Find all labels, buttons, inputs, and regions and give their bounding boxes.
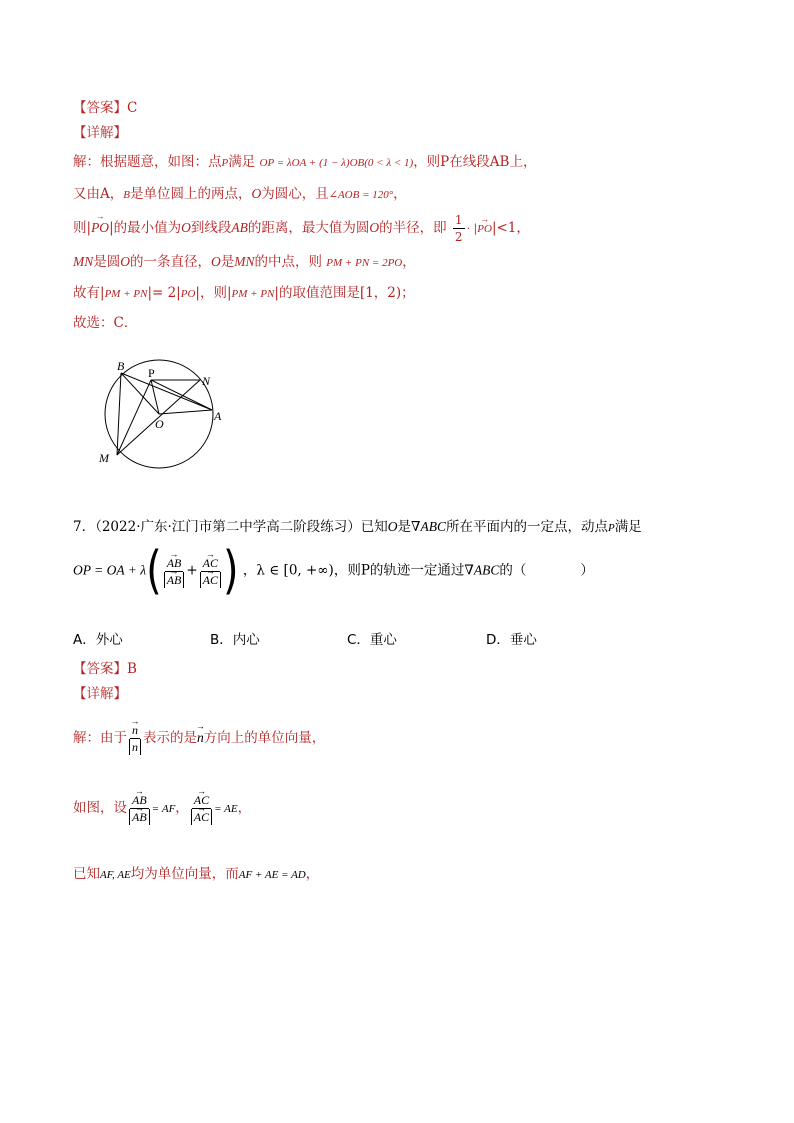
segment-mn xyxy=(117,380,200,455)
segment-bo xyxy=(121,373,159,414)
solution7-line-3: 已知AF, AE均为单位向量，而AF + AE = AD， xyxy=(73,866,320,882)
formula-pm-pn: PM + PN = 2PO xyxy=(326,257,403,269)
label-o: O xyxy=(155,417,164,431)
solution7-line-2: 如图，设 → AB → AB = AF， → AC → AC = AE， xyxy=(73,792,251,825)
label-a: A xyxy=(214,409,222,423)
answer-line-6 xyxy=(73,96,137,116)
question-7-stem: 7．（2022·广东·江门市第二中学高二阶段练习）已知O是∇ABC所在平面内的一定点，动点P满足 xyxy=(73,519,642,535)
solution-line-3: 则|→ PO|的最小值为O到线段AB的距离，最大值为圆O的半径，即 $\frac{1}{2}$ · |→ PO|<1， xyxy=(73,212,530,245)
question-7-formula: OP = OA + λ( → AB → AB + → AC → AC ) ，λ ∈ [0, +∞)，则P的轨迹一定通过∇ABC的（ ） xyxy=(73,548,594,594)
answer-line-7: 【答案】B xyxy=(73,661,137,677)
option-b: B．内心 xyxy=(210,632,260,648)
label-p: P xyxy=(148,366,155,380)
segment-pm xyxy=(117,380,151,455)
segment-pa xyxy=(151,380,212,410)
label-n: N xyxy=(202,374,211,388)
solution-line-2: 又由A，B是单位圆上的两点，O为圆心，且∠AOB = 120°， xyxy=(73,186,407,202)
option-a: A．外心 xyxy=(73,632,123,648)
unit-circle xyxy=(105,360,213,468)
detail-tag-6: 【详解】 xyxy=(73,125,127,141)
solution-line-5: 故有|PM + PN|= 2|PO|，则|PM + PN|的取值范围是[1，2)； xyxy=(73,285,415,301)
answer-value: C xyxy=(127,100,138,116)
segment-po xyxy=(151,380,159,414)
solution-line-6: 故选：C． xyxy=(73,315,138,331)
option-d: D．垂心 xyxy=(486,632,537,648)
answer-tag: 【答案】 xyxy=(73,100,127,116)
formula-op: OP = λOA + (1 − λ)OB(0 < λ < 1) xyxy=(259,157,414,169)
solution-line-1: 解：根据题意，如图：点P满足 OP = λOA + (1 − λ)OB(0 < λ < 1)，则P在线段AB上， xyxy=(73,154,537,170)
label-b: B xyxy=(117,359,125,373)
segment-ba xyxy=(121,373,212,410)
detail-tag-7: 【详解】 xyxy=(73,686,127,702)
solution7-line-1: 解：由于 → $\frac{n}{n}$ 表示的是→ n方向上的单位向量， xyxy=(73,722,325,755)
solution-line-4: MN是圆O的一条直径，O是MN的中点，则 PM + PN = 2PO， xyxy=(73,254,416,270)
fraction-half: $\frac{1}{2}$ xyxy=(454,213,463,244)
segment-bm xyxy=(117,373,121,455)
option-c: C．重心 xyxy=(347,632,397,648)
label-m: M xyxy=(99,451,109,465)
segment-oa xyxy=(159,410,212,414)
